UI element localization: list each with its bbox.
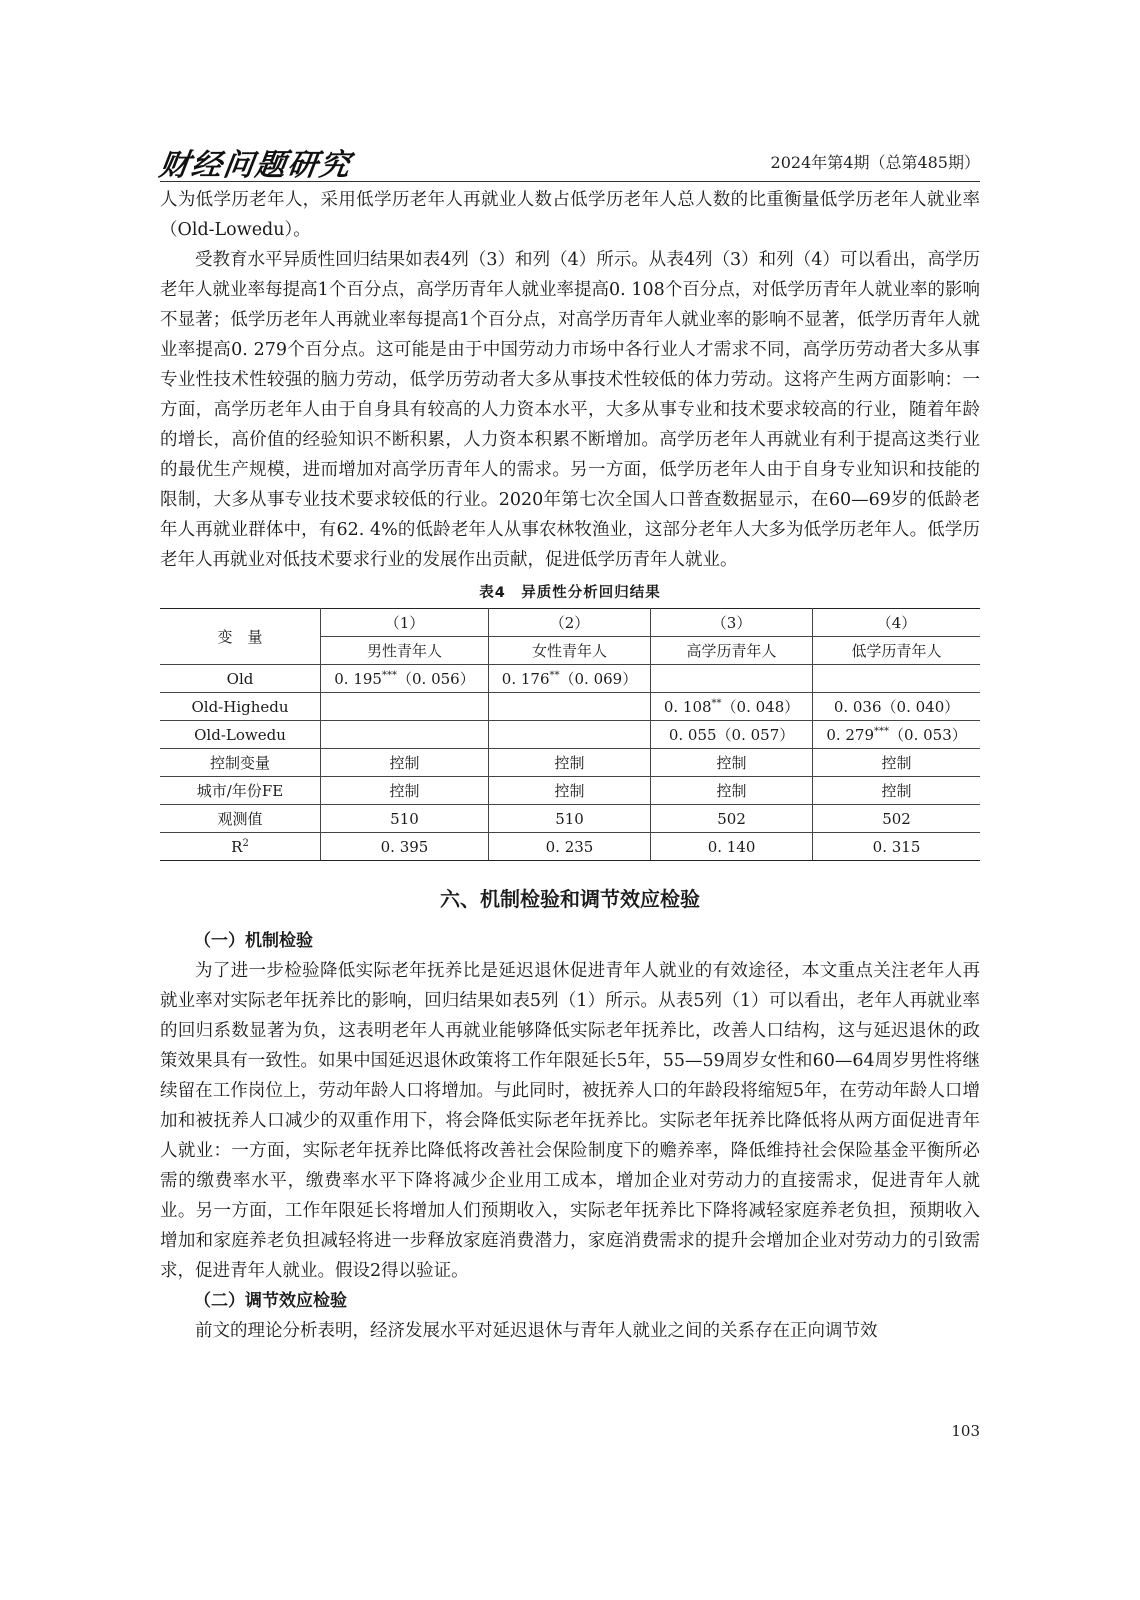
coefficient: 0. 036	[833, 698, 882, 716]
paragraph: 前文的理论分析表明，经济发展水平对延迟退休与青年人就业之间的关系存在正向调节效	[195, 1321, 878, 1341]
standard-error: （0. 053）	[889, 726, 967, 744]
row-label-superscript: 2	[242, 837, 249, 849]
table-cell	[813, 749, 980, 777]
row-label-text: 城市/年份FE	[196, 782, 284, 800]
column-number: （4）	[813, 609, 980, 637]
row-label	[160, 721, 321, 749]
row-label-text: 控制变量	[209, 754, 270, 772]
section-title: 六、机制检验和调节效应检验	[440, 887, 700, 911]
standard-error: （0. 069）	[559, 670, 638, 688]
coefficient: 510	[555, 809, 584, 828]
table-cell	[321, 665, 489, 693]
table-cell	[813, 777, 980, 805]
column-number: （2）	[488, 609, 650, 637]
table-cell	[488, 749, 650, 777]
page-body	[160, 185, 980, 1346]
standard-error: （0. 057）	[716, 726, 795, 744]
row-label-text: Old-Lowedu	[194, 725, 286, 744]
table-cell	[651, 693, 813, 721]
significance-stars: **	[549, 670, 560, 681]
column-name: 女性青年人	[488, 637, 650, 665]
table-cell	[813, 721, 980, 749]
standard-error: （0. 048）	[721, 698, 800, 716]
table-cell	[651, 777, 813, 805]
paragraph: 为了进一步检验降低实际老年抚养比是延迟退休促进青年人就业的有效途径，本文重点关注老年人再就业率对实际老年抚养比的影响，回归结果如表5列（1）所示。从表5列（1）可以看出，老年人再就业率的回归系数显著为负，这表明老年人再就业能够降低实际老年抚养比，改善人口结构，这与延迟退休的政策效果具有一致性。如果中国延迟退休政策将工作年限延长5年，55—59周岁女性和60—64周岁男性将继续留在工作岗位上，劳动年龄人口将增加。与此同时，被抚养人口的年龄段将缩短5年，在劳动年龄人口增加和被抚养人口减少的双重作用下，将会降低实际老年抚养比。实际老年抚养比降低将从两方面促进青年人就业：一方面，实际老年抚养比降低将改善社会保险制度下的赡养率，降低维持社会保险基金平衡所必需的缴费率水平，缴费率水平下降将减少企业用工成本，增加企业对劳动力的直接需求，促进青年人就业。另一方面，工作年限延长将增加人们预期收入，实际老年抚养比下降将减轻家庭养老负担，预期收入增加和家庭养老负担减轻将进一步释放家庭消费潜力，家庭消费需求的提升会增加企业对劳动力的引致需求，促进青年人就业。假设2得以验证。	[160, 961, 980, 1281]
table-cell	[813, 665, 980, 693]
subsection-title: （一）机制检验	[194, 931, 313, 951]
table-header-row	[160, 609, 980, 637]
table-cell	[813, 693, 980, 721]
table-row	[160, 777, 980, 805]
row-label	[160, 833, 321, 861]
coefficient: 控制	[881, 754, 912, 772]
table-cell	[321, 721, 489, 749]
table-title: 表4 异质性分析回归结果	[479, 585, 661, 601]
standard-error: （0. 040）	[881, 698, 960, 716]
coefficient: 0. 195	[334, 670, 382, 688]
coefficient: 控制	[554, 782, 585, 800]
row-label-text: R	[231, 837, 243, 856]
table-row	[160, 693, 980, 721]
table-cell	[321, 833, 489, 861]
column-name: 低学历青年人	[813, 637, 980, 665]
table-row	[160, 833, 980, 861]
coefficient: 0. 108	[663, 698, 712, 716]
table-cell	[488, 777, 650, 805]
coefficient: 502	[717, 809, 746, 828]
coefficient: 0. 395	[380, 837, 429, 856]
coefficient: 510	[390, 809, 419, 828]
table-cell	[321, 777, 489, 805]
coefficient: 0. 140	[707, 837, 756, 856]
coefficient: 控制	[389, 782, 420, 800]
paragraph: 受教育水平异质性回归结果如表4列（3）和列（4）所示。从表4列（3）和列（4）可以看出，高学历老年人就业率每提高1个百分点，高学历青年人就业率提高0. 108个百分点，对低学历青年人就业率的影响不显著；低学历老年人再就业率每提高1个百分点，对高学历青年人就业率的影响不显著，低学历青年人就业率提高0. 279个百分点。这可能是由于中国劳动力市场中各行业人才需求不同，高学历劳动者大多从事专业性技术性较强的脑力劳动，低学历劳动者大多从事技术性较低的体力劳动。这将产生两方面影响：一方面，高学历老年人由于自身具有较高的人力资本水平，大多从事专业和技术要求较高的行业，随着年龄的增长，高价值的经验知识不断积累，人力资本积累不断增加。高学历老年人再就业有利于提高这类行业的最优生产规模，进而增加对高学历青年人的需求。另一方面，低学历老年人由于自身专业知识和技能的限制，大多从事专业技术要求较低的行业。2020年第七次全国人口普查数据显示，在60—69岁的低龄老年人再就业群体中，有62. 4%的低龄老年人从事农林牧渔业，这部分老年人大多为低学历老年人。低学历老年人再就业对低技术要求行业的发展作出贡献，促进低学历青年人就业。	[160, 250, 980, 570]
table-row	[160, 721, 980, 749]
table-cell	[321, 805, 489, 833]
running-header	[157, 140, 980, 183]
column-name: 男性青年人	[321, 637, 489, 665]
table-cell	[813, 805, 980, 833]
table-cell	[321, 749, 489, 777]
row-label	[160, 805, 321, 833]
table-cell	[651, 721, 813, 749]
row-label	[160, 693, 321, 721]
paragraph: 人为低学历老年人，采用低学历老年人再就业人数占低学历老年人总人数的比重衡量低学历老年人就业率（Old-Lowedu）。	[160, 190, 980, 240]
subsection-title: （二）调节效应检验	[194, 1291, 347, 1311]
table-cell	[488, 833, 650, 861]
table-cell	[651, 749, 813, 777]
column-number: （1）	[321, 609, 489, 637]
coefficient: 控制	[554, 754, 585, 772]
coefficient: 控制	[881, 782, 912, 800]
standard-error: （0. 056）	[396, 670, 475, 688]
journal-logo: 财经问题研究	[157, 148, 354, 183]
column-number: （3）	[651, 609, 813, 637]
table-cell	[488, 665, 650, 693]
table-cell	[813, 833, 980, 861]
variable-header: 变 量	[160, 609, 321, 665]
significance-stars: **	[711, 698, 722, 709]
coefficient: 0. 235	[545, 837, 594, 856]
coefficient: 0. 055	[668, 726, 717, 744]
row-label	[160, 749, 321, 777]
table-row	[160, 805, 980, 833]
row-label-text: 观测值	[217, 810, 263, 828]
table-cell	[488, 805, 650, 833]
coefficient: 502	[882, 809, 911, 828]
table-cell	[651, 805, 813, 833]
coefficient: 0. 315	[872, 837, 921, 856]
coefficient: 0. 176	[501, 670, 550, 688]
significance-stars: ***	[381, 670, 397, 681]
table-row	[160, 749, 980, 777]
issue-info: 2024年第4期（总第485期）	[770, 153, 980, 172]
row-label-text: Old-Highedu	[191, 697, 289, 716]
page-number: 103	[951, 1422, 980, 1440]
row-label-text: Old	[226, 669, 254, 688]
coefficient: 控制	[716, 782, 747, 800]
coefficient: 控制	[716, 754, 747, 772]
coefficient: 控制	[389, 754, 420, 772]
table-cell	[321, 693, 489, 721]
table-row	[160, 665, 980, 693]
header-rule	[160, 181, 980, 182]
table-cell	[488, 693, 650, 721]
table-cell	[651, 665, 813, 693]
row-label	[160, 665, 321, 693]
row-label	[160, 777, 321, 805]
table-cell	[488, 721, 650, 749]
table-cell	[651, 833, 813, 861]
coefficient: 0. 279	[826, 726, 875, 744]
column-name: 高学历青年人	[651, 637, 813, 665]
regression-table	[160, 608, 980, 861]
significance-stars: ***	[874, 726, 890, 737]
